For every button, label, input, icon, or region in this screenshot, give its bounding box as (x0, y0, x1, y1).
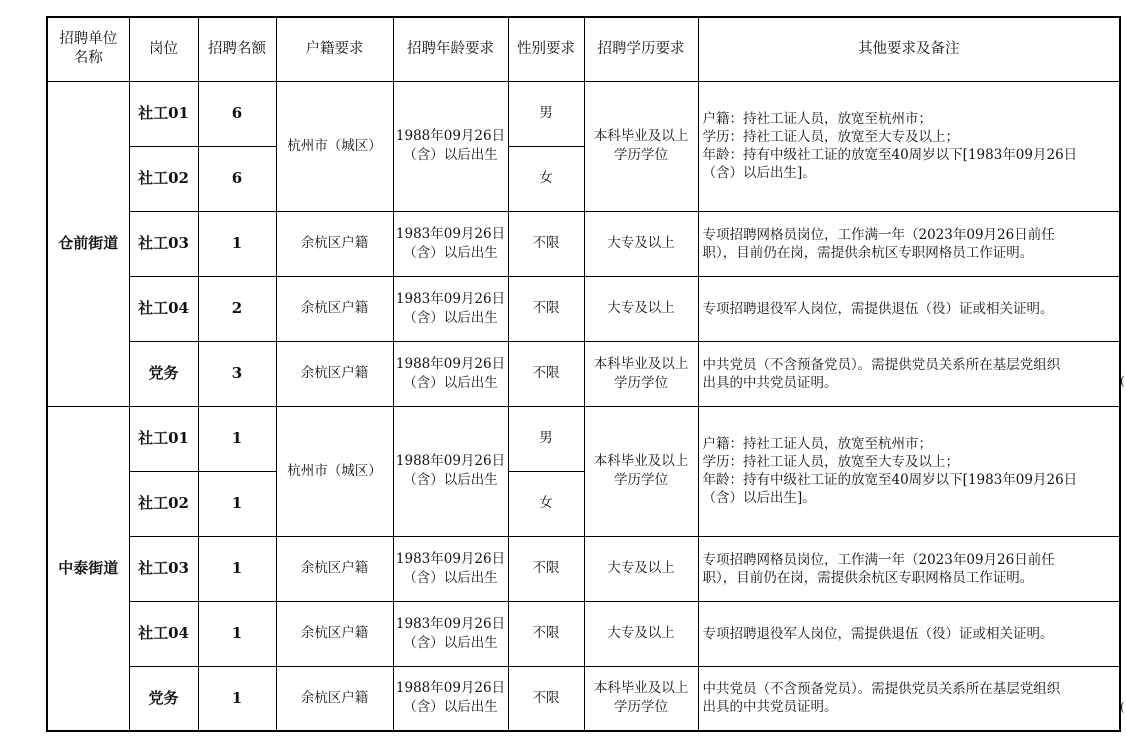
gender-cell: 不限 (508, 601, 584, 666)
household-cell: 余杭区户籍 (276, 211, 393, 276)
gender-cell: 不限 (508, 341, 584, 406)
header-position: 岗位 (129, 17, 198, 81)
gender-cell: 不限 (508, 536, 584, 601)
age-cell: 1988年09月26日 （含）以后出生 (393, 341, 508, 406)
household-cell: 余杭区户籍 (276, 341, 393, 406)
position-cell: 党务 (129, 666, 198, 731)
header-education: 招聘学历要求 (584, 17, 698, 81)
position-cell: 社工02 (129, 471, 198, 536)
gender-cell: 男 (508, 406, 584, 471)
age-cell: 1983年09月26日 （含）以后出生 (393, 276, 508, 341)
age-cell: 1988年09月26日 （含）以后出生 (393, 666, 508, 731)
note-cell: 户籍：持社工证人员，放宽至杭州市； 学历：持社工证人员，放宽至大专及以上； 年龄：持有中级社工证的放宽至40周岁以下[1983年09月26日 （含）以后出生]。 (698, 406, 1120, 536)
age-cell: 1983年09月26日 （含）以后出生 (393, 211, 508, 276)
table-row (47, 536, 1120, 601)
position-cell: 社工03 (129, 536, 198, 601)
position-cell: 社工02 (129, 146, 198, 211)
note-cell: 专项招聘退役军人岗位，需提供退伍（役）证或相关证明。 (698, 601, 1120, 666)
education-cell: 大专及以上 (584, 601, 698, 666)
position-cell: 社工03 (129, 211, 198, 276)
count-cell: 6 (198, 81, 276, 146)
household-cell: 杭州市（城区） (276, 81, 393, 211)
note-cell: 户籍：持社工证人员，放宽至杭州市； 学历：持社工证人员，放宽至大专及以上； 年龄：持有中级社工证的放宽至40周岁以下[1983年09月26日 （含）以后出生]。 (698, 81, 1120, 211)
note-cell: 中共党员（不含预备党员）。需提供党员关系所在基层党组织 出具的中共党员证明。 (698, 341, 1120, 406)
position-cell: 社工01 (129, 406, 198, 471)
note-cell: 中共党员（不含预备党员）。需提供党员关系所在基层党组织 出具的中共党员证明。 (698, 666, 1120, 731)
position-cell: 党务 (129, 341, 198, 406)
count-cell: 1 (198, 406, 276, 471)
table-row (47, 341, 1120, 406)
count-cell: 1 (198, 471, 276, 536)
position-cell: 社工04 (129, 601, 198, 666)
unit-cell-cangqian: 仓前街道 (47, 81, 129, 406)
count-cell: 1 (198, 536, 276, 601)
header-unit: 招聘单位 名称 (47, 17, 129, 81)
household-cell: 余杭区户籍 (276, 666, 393, 731)
count-cell: 6 (198, 146, 276, 211)
header-other: 其他要求及备注 (698, 17, 1120, 81)
gender-cell: 女 (508, 471, 584, 536)
right-edge-clipped-column (1118, 0, 1126, 740)
count-cell: 1 (198, 666, 276, 731)
education-cell: 本科毕业及以上 学历学位 (584, 341, 698, 406)
note-cell: 专项招聘网格员岗位，工作满一年（2023年09月26日前任 职），目前仍在岗，需提供余杭区专职网格员工作证明。 (698, 211, 1120, 276)
edge-mark: ( (1120, 374, 1125, 388)
edge-mark: ( (1120, 700, 1125, 714)
header-household: 户籍要求 (276, 17, 393, 81)
education-cell: 大专及以上 (584, 536, 698, 601)
note-cell: 专项招聘退役军人岗位，需提供退伍（役）证或相关证明。 (698, 276, 1120, 341)
gender-cell: 不限 (508, 666, 584, 731)
gender-cell: 不限 (508, 276, 584, 341)
table-row (47, 211, 1120, 276)
recruitment-table (46, 16, 1121, 732)
table-row (47, 601, 1120, 666)
count-cell: 1 (198, 601, 276, 666)
header-gender: 性别要求 (508, 17, 584, 81)
household-cell: 杭州市（城区） (276, 406, 393, 536)
gender-cell: 不限 (508, 211, 584, 276)
gender-cell: 女 (508, 146, 584, 211)
household-cell: 余杭区户籍 (276, 601, 393, 666)
count-cell: 3 (198, 341, 276, 406)
count-cell: 1 (198, 211, 276, 276)
table-row (47, 406, 1120, 471)
age-cell: 1983年09月26日 （含）以后出生 (393, 536, 508, 601)
table-row (47, 276, 1120, 341)
position-cell: 社工01 (129, 81, 198, 146)
age-cell: 1988年09月26日 （含）以后出生 (393, 406, 508, 536)
education-cell: 大专及以上 (584, 211, 698, 276)
count-cell: 2 (198, 276, 276, 341)
age-cell: 1983年09月26日 （含）以后出生 (393, 601, 508, 666)
position-cell: 社工04 (129, 276, 198, 341)
header-age: 招聘年龄要求 (393, 17, 508, 81)
gender-cell: 男 (508, 81, 584, 146)
education-cell: 本科毕业及以上 学历学位 (584, 81, 698, 211)
education-cell: 大专及以上 (584, 276, 698, 341)
header-count: 招聘名额 (198, 17, 276, 81)
table-row (47, 81, 1120, 146)
header-row (47, 17, 1120, 81)
table-row (47, 666, 1120, 731)
household-cell: 余杭区户籍 (276, 276, 393, 341)
household-cell: 余杭区户籍 (276, 536, 393, 601)
education-cell: 本科毕业及以上 学历学位 (584, 406, 698, 536)
unit-cell-zhongtai: 中泰街道 (47, 406, 129, 731)
education-cell: 本科毕业及以上 学历学位 (584, 666, 698, 731)
age-cell: 1988年09月26日 （含）以后出生 (393, 81, 508, 211)
note-cell: 专项招聘网格员岗位，工作满一年（2023年09月26日前任 职），目前仍在岗，需提供余杭区专职网格员工作证明。 (698, 536, 1120, 601)
